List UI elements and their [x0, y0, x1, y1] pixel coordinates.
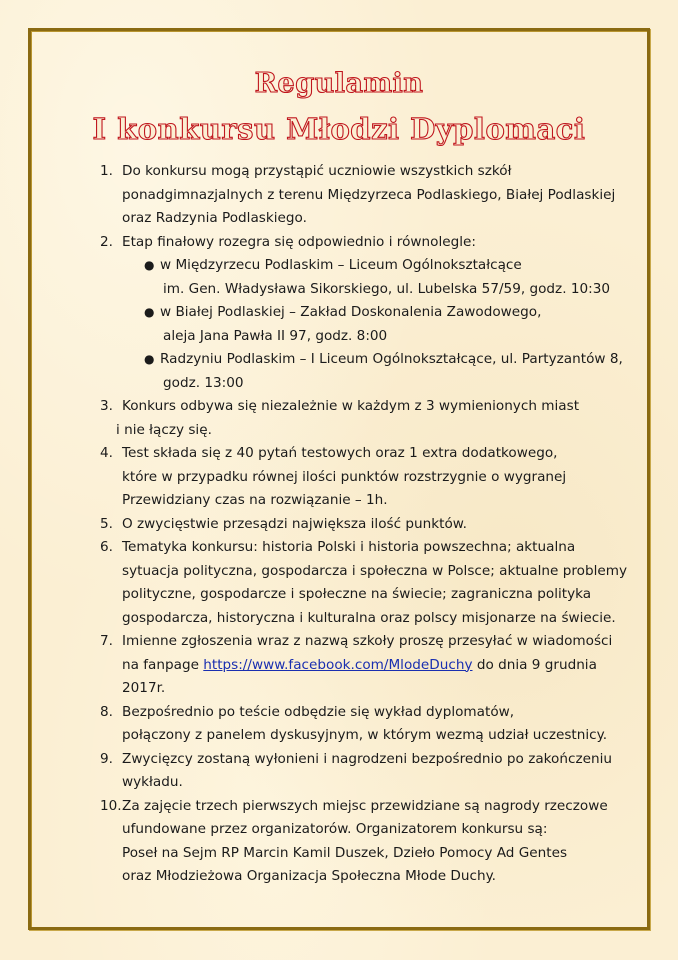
rule-7: [0, 630, 678, 654]
rule-number: 3.: [100, 398, 113, 414]
rule-number: 5.: [100, 515, 113, 532]
rule-text: które w przypadku równej ilości punktów rozstrzygnie o wygranej: [122, 468, 567, 485]
rule-text: Etap finałowy rozegra się odpowiednio i równolegle:: [122, 233, 476, 250]
bullet-item: [0, 301, 678, 325]
bullet-icon: ●: [144, 258, 155, 272]
rule-6: [0, 536, 678, 560]
rules-list: [0, 160, 678, 889]
bullet-icon: ●: [144, 305, 155, 319]
link-suffix: do dnia 9 grudnia: [472, 656, 597, 673]
rule-text: Przewidziany czas na rozwiązanie – 1h.: [122, 492, 388, 508]
rule-number: 2.: [100, 233, 113, 250]
rule-2: [0, 231, 678, 255]
rule-text: sytuacja polityczna, gospodarcza i społeczna w Polsce; aktualne problemy: [122, 562, 627, 579]
bullet-item: [0, 254, 678, 278]
rule-text-with-link: [122, 654, 597, 678]
bullet-icon: ●: [144, 352, 155, 366]
rule-text: O zwycięstwie przesądzi największa ilość punktów.: [122, 515, 467, 532]
facebook-fanpage-link[interactable]: https://www.facebook.com/MlodeDuchy: [203, 656, 473, 673]
rule-number: 7.: [100, 633, 113, 649]
rule-text: ponadgimnazjalnych z terenu Międzyrzeca Podlaskiego, Białej Podlaskiej: [122, 186, 616, 203]
bullet-text: w Międzyrzecu Podlaskim – Liceum Ogólnokształcące: [160, 257, 522, 273]
rule-text: ufundowane przez organizatorów. Organizatorem konkursu są:: [122, 821, 548, 837]
rule-text: połączony z panelem dyskusyjnym, w którym wezmą udział uczestnicy.: [122, 727, 608, 743]
rule-1: [0, 160, 678, 184]
rule-5: [0, 513, 678, 537]
rule-text: Za zajęcie trzech pierwszych miejsc przewidziane są nagrody rzeczowe: [122, 797, 608, 814]
rule-text: Zwycięzcy zostaną wyłonieni i nagrodzeni bezpośrednio po zakończeniu: [122, 750, 612, 767]
rule-number: 10.: [100, 797, 122, 814]
rule-3: [0, 395, 678, 419]
rule-text: Do konkursu mogą przystąpić uczniowie wszystkich szkół: [122, 163, 512, 179]
rule-text: Test składa się z 40 pytań testowych oraz 1 extra dodatkowego,: [122, 445, 558, 461]
rule-text: i nie łączy się.: [116, 421, 212, 438]
rule-4: [0, 442, 678, 466]
rule-text: oraz Radzynia Podlaskiego.: [122, 210, 307, 226]
bullet-text: godz. 13:00: [163, 374, 244, 391]
rule-text: wykładu.: [122, 774, 183, 790]
rule-text: oraz Młodzieżowa Organizacja Społeczna Młode Duchy.: [122, 868, 496, 884]
link-prefix: na fanpage: [122, 656, 204, 673]
rule-9: [0, 748, 678, 772]
rule-number: 4.: [100, 445, 113, 461]
rule-10: [0, 795, 678, 819]
bullet-item: [0, 348, 678, 372]
rule-text: Bezpośrednio po teście odbędzie się wykład dyplomatów,: [122, 703, 515, 720]
bullet-text: aleja Jana Pawła II 97, godz. 8:00: [163, 327, 388, 344]
bullet-text: w Białej Podlaskiej – Zakład Doskonalenia Zawodowego,: [160, 304, 542, 320]
title-line-2: I konkursu Młodzi Dyplomaci: [92, 112, 586, 146]
rule-text: Imienne zgłoszenia wraz z nazwą szkoły proszę przesyłać w wiadomości: [122, 633, 613, 649]
rule-8: [0, 701, 678, 725]
rule-number: 1.: [100, 163, 113, 179]
rule-text: polityczne, gospodarcze i społeczne na świecie; zagraniczna polityka: [122, 586, 592, 602]
rule-text: Tematyka konkursu: historia Polski i historia powszechna; aktualna: [122, 539, 576, 555]
rule-text: 2017r.: [122, 680, 166, 696]
rule-number: 8.: [100, 703, 113, 720]
bullet-text: im. Gen. Władysława Sikorskiego, ul. Lubelska 57/59, godz. 10:30: [163, 280, 611, 297]
rule-number: 6.: [100, 539, 113, 555]
bullet-text: Radzyniu Podlaskim – I Liceum Ogólnokształcące, ul. Partyzantów 8,: [160, 351, 623, 367]
rule-number: 9.: [100, 750, 113, 767]
rule-text: gospodarcza, historyczna i kulturalna oraz polscy misjonarze na świecie.: [122, 609, 616, 626]
rule-text: Konkurs odbywa się niezależnie w każdym z 3 wymienionych miast: [122, 398, 580, 414]
rule-text: Poseł na Sejm RP Marcin Kamil Duszek, Dzieło Pomocy Ad Gentes: [122, 844, 568, 861]
title-line-1: Regulamin: [254, 68, 424, 99]
